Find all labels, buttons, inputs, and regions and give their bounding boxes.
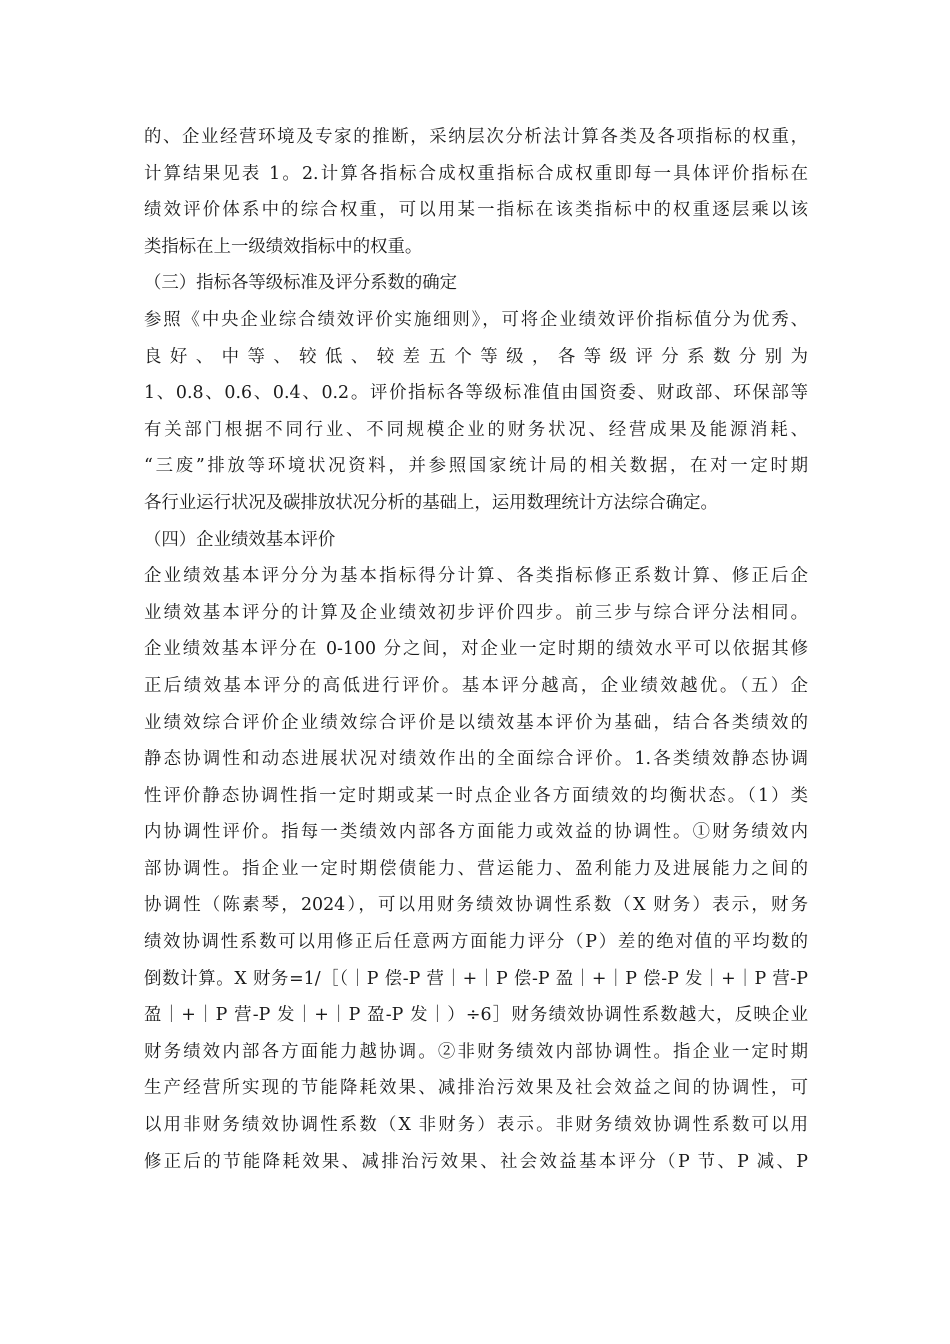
- body-text-line: 良 好 、 中 等 、 较 低 、 较 差 五 个 等 级 ， 各 等 级 评 分 系 数 分 别 为: [144, 346, 808, 367]
- body-text-line: 的、企业经营环境及专家的推断，采纳层次分析法计算各类及各项指标的权重，: [144, 127, 808, 147]
- body-text-line: 企业绩效基本评分在 0-100 分之间，对企业一定时期的绩效水平可以依据其修: [144, 639, 808, 660]
- body-text-line: 类指标在上一级绩效指标中的权重。: [144, 236, 423, 257]
- body-text-line: 生产经营所实现的节能降耗效果、减排治污效果及社会效益之间的协调性，可: [144, 1078, 808, 1099]
- body-text-line: 财务绩效内部各方面能力越协调。②非财务绩效内部协调性。指企业一定时期: [144, 1041, 808, 1062]
- body-text-line: 参照《中央企业综合绩效评价实施细则》，可将企业绩效评价指标值分为优秀、: [144, 309, 808, 330]
- body-text-line: 协调性（陈素琴，2024），可以用财务绩效协调性系数（X 财务）表示，财务: [144, 895, 808, 916]
- body-text-line: 部协调性。指企业一定时期偿债能力、营运能力、盈利能力及进展能力之间的: [144, 858, 808, 879]
- formula-line: 倒数计算。X 财务=1/［（｜P 偿-P 营｜+｜P 偿-P 盈｜+｜P 偿-P 发｜+｜P 营-P: [144, 968, 808, 989]
- body-text-line: 业绩效综合评价企业绩效综合评价是以绩效基本评价为基础，结合各类绩效的: [144, 712, 808, 733]
- body-text-line: 绩效协调性系数可以用修正后任意两方面能力评分（P）差的绝对值的平均数的: [144, 932, 808, 953]
- body-text-line: 企业绩效基本评分分为基本指标得分计算、各类指标修正系数计算、修正后企: [144, 566, 808, 587]
- body-text-line: 静态协调性和动态进展状况对绩效作出的全面综合评价。1.各类绩效静态协调: [144, 749, 808, 770]
- body-text-line: “三废”排放等环境状况资料，并参照国家统计局的相关数据，在对一定时期: [144, 456, 808, 477]
- body-text-line: 各行业运行状况及碳排放状况分析的基础上，运用数理统计方法综合确定。: [144, 492, 718, 513]
- document-page: [144, 119, 808, 1180]
- body-text-line: 内协调性评价。指每一类绩效内部各方面能力或效益的协调性。①财务绩效内: [144, 822, 808, 843]
- body-text-line: 有关部门根据不同行业、不同规模企业的财务状况、经营成果及能源消耗、: [144, 419, 808, 440]
- body-text-line: 修正后的节能降耗效果、减排治污效果、社会效益基本评分（P 节、P 减、P: [144, 1151, 808, 1172]
- body-text-line: 绩效评价体系中的综合权重，可以用某一指标在该类指标中的权重逐层乘以该: [144, 200, 808, 221]
- body-text-line: 正后绩效基本评分的高低进行评价。基本评分越高，企业绩效越优。（五）企: [144, 675, 808, 696]
- section-heading: （三）指标各等级标准及评分系数的确定: [144, 273, 458, 294]
- body-text-line: 计算结果见表 1。2.计算各指标合成权重指标合成权重即每一具体评价指标在: [144, 163, 808, 184]
- body-text-line: 性评价静态协调性指一定时期或某一时点企业各方面绩效的均衡状态。（1）类: [144, 785, 808, 806]
- section-heading: （四）企业绩效基本评价: [144, 529, 336, 550]
- body-text-line: 业绩效基本评分的计算及企业绩效初步评价四步。前三步与综合评分法相同。: [144, 602, 808, 623]
- formula-line: 盈｜+｜P 营-P 发｜+｜P 盈-P 发｜）÷6］财务绩效协调性系数越大，反映企业: [144, 1005, 808, 1026]
- body-text-line: 1、0.8、0.6、0.4、0.2。评价指标各等级标准值由国资委、财政部、环保部等: [144, 383, 808, 404]
- body-text-line: 以用非财务绩效协调性系数（X 非财务）表示。非财务绩效协调性系数可以用: [144, 1115, 808, 1136]
